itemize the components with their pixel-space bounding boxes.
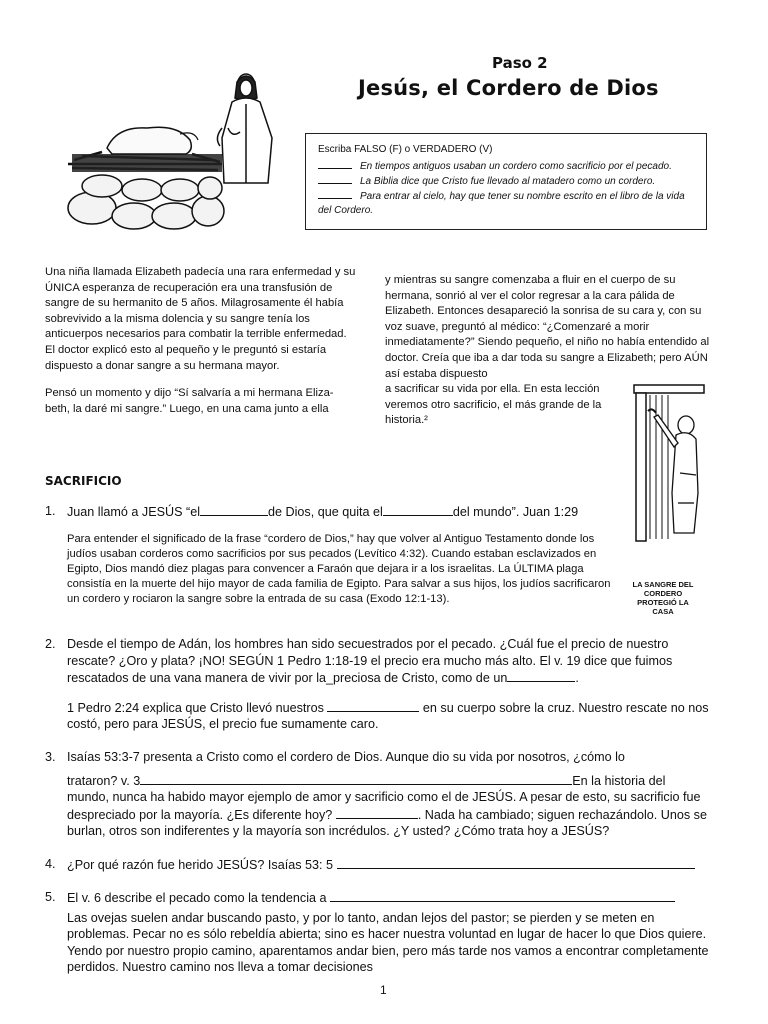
question-4 (45, 856, 710, 874)
question-text: mundo, nunca ha habido mayor ejemplo de amor y sacrificio como el de JESÚS. A pesar de esto, su sacrificio fue despreciado por la mayoría. ¿Es diferente hoy? (67, 790, 701, 822)
quiz-instruction: Escriba FALSO (F) o VERDADERO (V) (318, 144, 493, 155)
explanation-note: Para entender el significado de la frase “cordero de Dios,” hay que volver al Antiguo Testamento donde los judíos usaban corderos como sacrificios por sus pecados (Levítico 4:32). Cuando estaban esclavizados en Egipto, Dios mandó diez plagas para convencer a Faraón que dejara ir a los israelitas. La ÚLTIMA plaga consistía en la muerte del hijo mayor de cada familia de Egipto. Para salvar a sus hijos, los judíos sacrificaron un cordero y rociaron la sangre sobre la entrada de su casa (Exodo 12:1-13). (67, 532, 611, 605)
question-text: del mundo”. Juan 1:29 (452, 505, 579, 519)
answer-blank[interactable] (140, 772, 572, 785)
quiz-question-text: La Biblia dice que Cristo fue llevado al matadero como un cordero. (360, 176, 656, 187)
quiz-question (318, 159, 696, 174)
answer-blank[interactable] (337, 856, 695, 869)
question-line (67, 772, 710, 790)
question-text: 1 Pedro 2:24 explica que Cristo llevó nuestros (67, 700, 324, 715)
answer-blank[interactable] (318, 189, 352, 199)
question-paragraph (67, 789, 710, 840)
page-number: 1 (380, 983, 387, 997)
answer-blank[interactable] (383, 503, 453, 516)
answer-blank[interactable] (318, 174, 352, 184)
question-text: Isaías 53:3-7 presenta a Cristo como el cordero de Dios. Aunque dio su vida por nosotros, ¿cómo lo (67, 750, 625, 764)
intro-paragraph: y mientras su sangre comenzaba a fluir en el cuerpo de su hermana, sonrió al ver el color regresar a la cara pálida de Elizabeth. Entonces desapareció la sonrisa de su cara y, con su voz suave, preguntó al médico: “¿Comenzaré a morir inmediatamente?” Siendo pequeño, el niño no había entendido al doctor. Creía que iba a dar toda su sangre a Elizabeth; pero AÚN así estaba dispuesto (385, 274, 710, 380)
answer-blank[interactable] (336, 806, 418, 819)
question-number: 2. (45, 637, 56, 651)
question-text: trataron? v. 3 (67, 773, 141, 788)
page-title: Jesús, el Cordero de Dios (358, 76, 659, 100)
question-number: 1. (45, 504, 56, 518)
intro-left-column (45, 265, 357, 429)
true-false-box (305, 133, 707, 230)
intro-paragraph: a sacrificar su vida por ella. En esta lección veremos otro sacrificio, el más grande de la historia.² (385, 383, 602, 427)
illustration-caption: LA SANGRE DEL CORDERO PROTEGIÓ LA CASA (632, 580, 694, 616)
question-1 (45, 503, 620, 607)
quiz-question-text: Para entrar al cielo, hay que tener su nombre escrito en el libro de la vida del Cordero. (318, 191, 685, 216)
question-number: 4. (45, 857, 56, 871)
step-label: Paso 2 (492, 54, 548, 72)
doorpost-illustration (630, 383, 708, 543)
question-text: Juan llamó a JESÚS “el (67, 505, 200, 519)
question-text: . Nada ha cambiado; siguen rechazándolo. Unos se burlan, otros son indiferentes y la mayoría son incrédulos. ¿Y usted? ¿Cómo trata hoy a JESÚS? (67, 807, 707, 838)
question-text: de Dios, que quita el (268, 505, 383, 519)
intro-paragraph: Una niña llamada Elizabeth padecía una rara enfermedad y su ÚNICA esperanza de recuperación era una transfusión de sangre de su hermanito de 5 años. Milagrosamente él había sobrevivido a la misma dolencia y su sangre tenía los anticuerpos necesarios para combatir la terrible enfermedad. El doctor explicó esto al pequeño y le preguntó si estaría dispuesto a donar sangre a su hermana mayor. (45, 266, 356, 372)
question-2: 2. Desde el tiempo de Adán, los hombres han sido secuestrados por el pecado. ¿Cuál fue el precio de nuestro rescate? ¿Oro y plata? ¡NO! SEGÚN 1 Pedro 1:18-19 el precio era mucho más alto. El v. 19 dice que fuimos rescatados de una vana manera de vivir por la_preciosa de Cristo, como de un . 1 Pedro 2:24 explica que Cristo llevó nuestros en su cuerpo sobre la cruz. Nuestro rescate no nos costó, pero para JESÚS, el precio fue sumamente caro. (45, 637, 709, 731)
answer-blank[interactable] (200, 503, 268, 516)
question-text: ¿Por qué razón fue herido JESÚS? Isaías 53: 5 (67, 858, 334, 872)
question-paragraph: Las ovejas suelen andar buscando pasto, y por lo tanto, andan lejos del pastor; se pierden y se meten en problemas. Pecar no es sólo rebeldía abierta; sino es hacer nuestra voluntad en lugar de hacer lo que Dios quiere. Yendo por nuestro propio camino, aparentamos andar bien, pero más tarde nos vamos a encontrar completamente perdidos. Nuestro camino nos lleva a tomar decisiones (67, 910, 709, 974)
question-5 (45, 889, 710, 976)
quiz-question (318, 174, 696, 189)
answer-blank[interactable] (330, 889, 675, 902)
question-text: En la historia del (572, 773, 666, 788)
question-subtext (67, 699, 710, 733)
question-number: 3. (45, 750, 56, 764)
intro-paragraph: Pensó un momento y dijo “Sí salvaría a mi hermana Eliza- beth, la daré mi sangre.” Luego, en una cama junto a ella (45, 387, 334, 415)
answer-blank[interactable] (318, 159, 352, 169)
question-text: El v. 6 describe el pecado como la tendencia a (67, 891, 327, 905)
section-title: SACRIFICIO (45, 474, 122, 488)
question-3 (45, 749, 710, 840)
answer-blank[interactable] (507, 669, 575, 682)
quiz-question (318, 189, 696, 218)
question-text: Desde el tiempo de Adán, los hombres han sido secuestrados por el pecado. ¿Cuál fue el precio de nuestro rescate? ¿Oro y plata? ¡NO! SEGÚN 1 Pedro 1:18-19 el precio era mucho más alto. El v. 19 dice que fuimos rescatados de una vana manera de vivir por la_preciosa de Cristo, como de un (67, 637, 673, 685)
question-text: en su cuerpo sobre la cruz. Nuestro rescate no nos costó, pero para JESÚS, el precio fue sumamente caro. (67, 700, 709, 731)
jesus-altar-illustration (62, 68, 282, 233)
question-number: 5. (45, 890, 56, 904)
quiz-question-text: En tiempos antiguos usaban un cordero como sacrificio por el pecado. (360, 161, 672, 172)
answer-blank[interactable] (327, 699, 419, 712)
